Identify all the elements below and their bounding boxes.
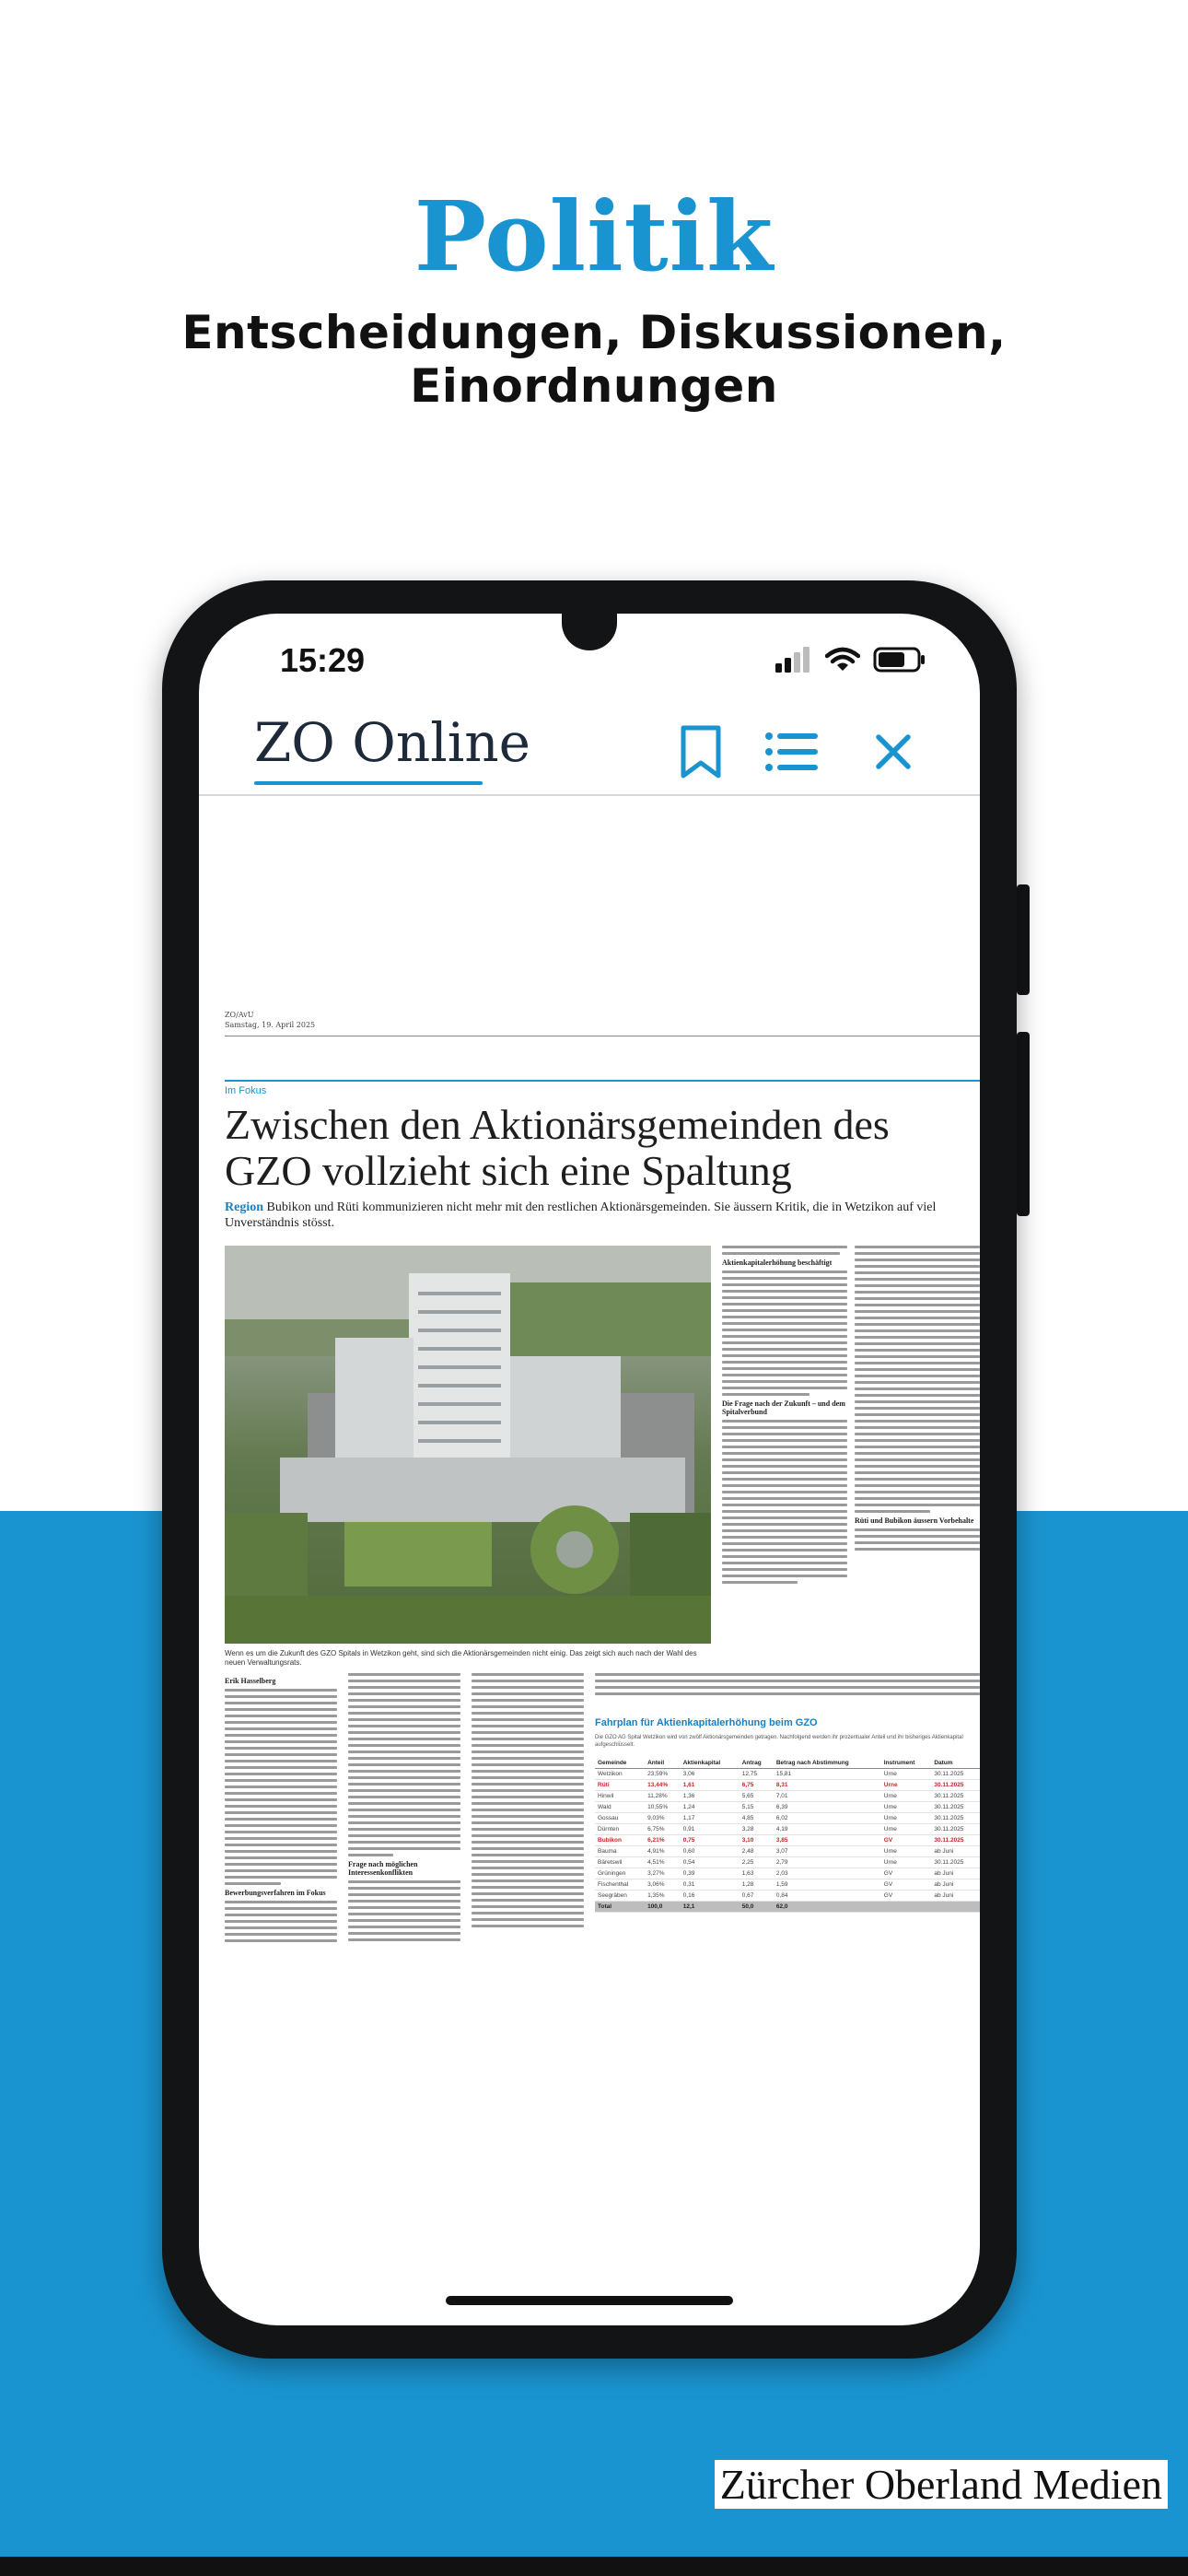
table-cell: 4,51% — [645, 1857, 681, 1868]
photo-caption: Wenn es um die Zukunft des GZO Spitals in Wetzikon geht, sind sich die Aktionärsgemeinden nicht einig. Das zeigt sich auch nach der Wahl des neuen Verwaltungsrats. — [225, 1649, 697, 1667]
table-row — [595, 1879, 980, 1891]
table-cell: GV — [881, 1879, 932, 1891]
text-column-3 — [225, 1673, 337, 1946]
table-cell: 1,28 — [740, 1879, 774, 1891]
table-cell: Urne — [881, 1846, 932, 1857]
table-cell — [881, 1902, 932, 1913]
table-cell: 50,0 — [740, 1902, 774, 1913]
table-cell: 12,1 — [681, 1902, 740, 1913]
table-cell: Urne — [881, 1791, 932, 1802]
table-cell: Dürnten — [595, 1824, 645, 1835]
battery-icon — [873, 647, 926, 673]
table-row — [595, 1846, 980, 1857]
table-cell: 0,54 — [681, 1857, 740, 1868]
table-cell — [931, 1902, 980, 1913]
table-cell: Urne — [881, 1824, 932, 1835]
table-cell: 0,60 — [681, 1846, 740, 1857]
table-cell: Urne — [881, 1769, 932, 1780]
table-cell: 3,28 — [740, 1824, 774, 1835]
table-cell: 4,19 — [774, 1824, 881, 1835]
table-cell: 2,79 — [774, 1857, 881, 1868]
text-column-2 — [855, 1246, 980, 1554]
table-cell: 4,91% — [645, 1846, 681, 1857]
table-cell: GV — [881, 1835, 932, 1846]
table-row — [595, 1791, 980, 1802]
bookmark-button[interactable] — [673, 724, 728, 779]
table-cell: 0,91 — [681, 1824, 740, 1835]
table-cell: Urne — [881, 1857, 932, 1868]
text-column-4 — [348, 1673, 460, 1945]
table-cell: 100,0 — [645, 1902, 681, 1913]
paper-header — [225, 1010, 980, 1030]
table-cell: Rüti — [595, 1780, 645, 1791]
table-cell: Bubikon — [595, 1835, 645, 1846]
table-cell: ab Juni — [931, 1891, 980, 1902]
table-cell: 0,67 — [740, 1891, 774, 1902]
table-cell: Bauma — [595, 1846, 645, 1857]
table-cell: 3,06% — [645, 1879, 681, 1891]
app-logo[interactable]: ZO Online — [254, 711, 530, 774]
table-row — [595, 1813, 980, 1824]
table-cell: 1,24 — [681, 1802, 740, 1813]
table-row — [595, 1857, 980, 1868]
text-column-1 — [722, 1246, 847, 1587]
table-cell: 0,84 — [774, 1891, 881, 1902]
table-cell: 3,07 — [774, 1846, 881, 1857]
table-cell: 1,59 — [774, 1879, 881, 1891]
table-cell: 5,65 — [740, 1791, 774, 1802]
table-cell: 3,10 — [740, 1835, 774, 1846]
kicker-rule — [225, 1080, 980, 1082]
table-cell: Wetzikon — [595, 1769, 645, 1780]
table-cell: 3,85 — [774, 1835, 881, 1846]
table-cell: 2,25 — [740, 1857, 774, 1868]
close-icon — [873, 732, 914, 772]
table-cell: Seegräben — [595, 1891, 645, 1902]
table-cell: 15,81 — [774, 1769, 881, 1780]
table-cell: Bäretswil — [595, 1857, 645, 1868]
table-cell: 0,39 — [681, 1868, 740, 1879]
article-photo — [225, 1246, 711, 1644]
table-cell: Hinwil — [595, 1791, 645, 1802]
article-lead — [225, 1200, 980, 1231]
table-cell: Total — [595, 1902, 645, 1913]
table-header-row — [595, 1758, 980, 1769]
table-title: Fahrplan für Aktienkapitalerhöhung beim GZO — [595, 1717, 818, 1728]
table-cell: 6,02 — [774, 1813, 881, 1824]
table-cell: Urne — [881, 1813, 932, 1824]
table-cell: 30.11.2025 — [931, 1813, 980, 1824]
table-cell: 7,01 — [774, 1791, 881, 1802]
table-cell: 30.11.2025 — [931, 1835, 980, 1846]
table-cell: 3,06 — [681, 1769, 740, 1780]
table-cell: 1,63 — [740, 1868, 774, 1879]
newspaper-page[interactable] — [225, 1010, 980, 1910]
table-cell: GV — [881, 1891, 932, 1902]
table-row — [595, 1769, 980, 1780]
table-body — [595, 1769, 980, 1913]
list-icon — [764, 731, 820, 773]
table-cell: 12,75 — [740, 1769, 774, 1780]
table-cell: 0,75 — [681, 1835, 740, 1846]
table-row — [595, 1780, 980, 1791]
column-header: Betrag nach Abstimmung — [774, 1758, 881, 1769]
table-cell: ab Juni — [931, 1879, 980, 1891]
table-cell: 2,48 — [740, 1846, 774, 1857]
subhead-4: Frage nach möglichen Interessenkonflikten — [348, 1860, 418, 1877]
article-author: Erik Hasselberg — [225, 1677, 276, 1685]
table-row — [595, 1835, 980, 1846]
table-cell: 1,61 — [681, 1780, 740, 1791]
close-button[interactable] — [866, 724, 921, 779]
table-cell: Gossau — [595, 1813, 645, 1824]
table-cell: 0,31 — [681, 1879, 740, 1891]
table-cell: 4,85 — [740, 1813, 774, 1824]
table-cell: 30.11.2025 — [931, 1824, 980, 1835]
paper-date: Samstag, 19. April 2025 — [225, 1021, 316, 1029]
article-headline: Zwischen den Aktionärsgemeinden des GZO vollzieht sich eine Spaltung — [225, 1101, 890, 1194]
column-header: Anteil — [645, 1758, 681, 1769]
camera-notch — [562, 614, 617, 650]
status-time: 15:29 — [280, 641, 366, 679]
table-cell: 6,21% — [645, 1835, 681, 1846]
text-column-5 — [472, 1673, 584, 1931]
subhead-1: Aktienkapitalerhöhung beschäftigt — [722, 1259, 833, 1267]
table-cell: 30.11.2025 — [931, 1791, 980, 1802]
table-cell: ab Juni — [931, 1868, 980, 1879]
table-row — [595, 1891, 980, 1902]
column-header: Datum — [931, 1758, 980, 1769]
table-cell: Wald — [595, 1802, 645, 1813]
table-cell: 0,16 — [681, 1891, 740, 1902]
table-cell: 6,39 — [774, 1802, 881, 1813]
table-cell: 6,75% — [645, 1824, 681, 1835]
page-title: Politik — [413, 180, 775, 293]
article-kicker: Im Fokus — [225, 1085, 267, 1096]
subhead-3: Bewerbungsverfahren im Fokus — [225, 1889, 326, 1897]
table-cell: 30.11.2025 — [931, 1802, 980, 1813]
text-column-6 — [595, 1673, 980, 1699]
bottom-edge — [0, 2557, 1188, 2576]
phone-side-button — [1017, 1032, 1030, 1216]
table-cell: Urne — [881, 1802, 932, 1813]
table-cell: 6,75 — [740, 1780, 774, 1791]
table-cell: 1,17 — [681, 1813, 740, 1824]
table-cell: 10,55% — [645, 1802, 681, 1813]
data-table-box — [595, 1717, 980, 1913]
lead-text: Bubikon und Rüti kommunizieren nicht mehr mit den restlichen Aktionärsgemeinden. Sie äussern Kritik, die in Wetzikon auf viel Unverständnis stösst. — [225, 1200, 937, 1230]
table-cell: 8,31 — [774, 1780, 881, 1791]
table-row — [595, 1824, 980, 1835]
column-header: Instrument — [881, 1758, 932, 1769]
phone-screen — [199, 614, 980, 2325]
capital-table — [595, 1758, 980, 1913]
table-row — [595, 1902, 980, 1913]
subhead-5: Rüti und Bubikon äussern Vorbehalte — [855, 1516, 974, 1525]
table-cell: 13,44% — [645, 1780, 681, 1791]
table-cell: ab Juni — [931, 1846, 980, 1857]
table-cell: Fischenthal — [595, 1879, 645, 1891]
table-note: Die GZO AG Spital Wetzikon wird von zwölf Aktionärsgemeinden getragen. Nachfolgend werden ihr prozentualer Anteil und ihr bisheriges Aktienkapital aufgeschlüsselt. — [595, 1735, 963, 1748]
column-header: Antrag — [740, 1758, 774, 1769]
column-header: Gemeinde — [595, 1758, 645, 1769]
contents-button[interactable] — [764, 724, 820, 779]
app-header — [199, 706, 980, 796]
column-header: Aktienkapital — [681, 1758, 740, 1769]
signal-icon — [775, 647, 812, 673]
lead-tag: Region — [225, 1200, 263, 1214]
table-cell: 3,27% — [645, 1868, 681, 1879]
page-subtitle: Entscheidungen, Diskussionen, Einordnungen — [181, 306, 1007, 413]
table-cell: 1,35% — [645, 1891, 681, 1902]
hospital-illustration — [225, 1246, 711, 1644]
table-cell: 30.11.2025 — [931, 1780, 980, 1791]
table-row — [595, 1802, 980, 1813]
table-cell: Grüningen — [595, 1868, 645, 1879]
home-indicator[interactable] — [446, 2296, 733, 2305]
table-cell: 62,0 — [774, 1902, 881, 1913]
status-icons — [775, 647, 926, 673]
subhead-2: Die Frage nach der Zukunft – und dem Spitalverbund — [722, 1399, 845, 1416]
wifi-icon — [825, 647, 860, 673]
paper-section: ZO/AvU — [225, 1011, 254, 1019]
publisher-logo: Zürcher Oberland Medien — [715, 2460, 1168, 2509]
bookmark-icon — [678, 724, 724, 779]
table-cell: 1,36 — [681, 1791, 740, 1802]
table-row — [595, 1868, 980, 1879]
table-cell: 9,03% — [645, 1813, 681, 1824]
table-cell: 2,03 — [774, 1868, 881, 1879]
table-cell: 5,15 — [740, 1802, 774, 1813]
table-cell: 30.11.2025 — [931, 1769, 980, 1780]
phone-side-button — [1017, 884, 1030, 995]
table-cell: 30.11.2025 — [931, 1857, 980, 1868]
table-cell: Urne — [881, 1780, 932, 1791]
logo-underline — [254, 781, 483, 785]
table-cell: 23,59% — [645, 1769, 681, 1780]
table-cell: 11,28% — [645, 1791, 681, 1802]
table-cell: GV — [881, 1868, 932, 1879]
